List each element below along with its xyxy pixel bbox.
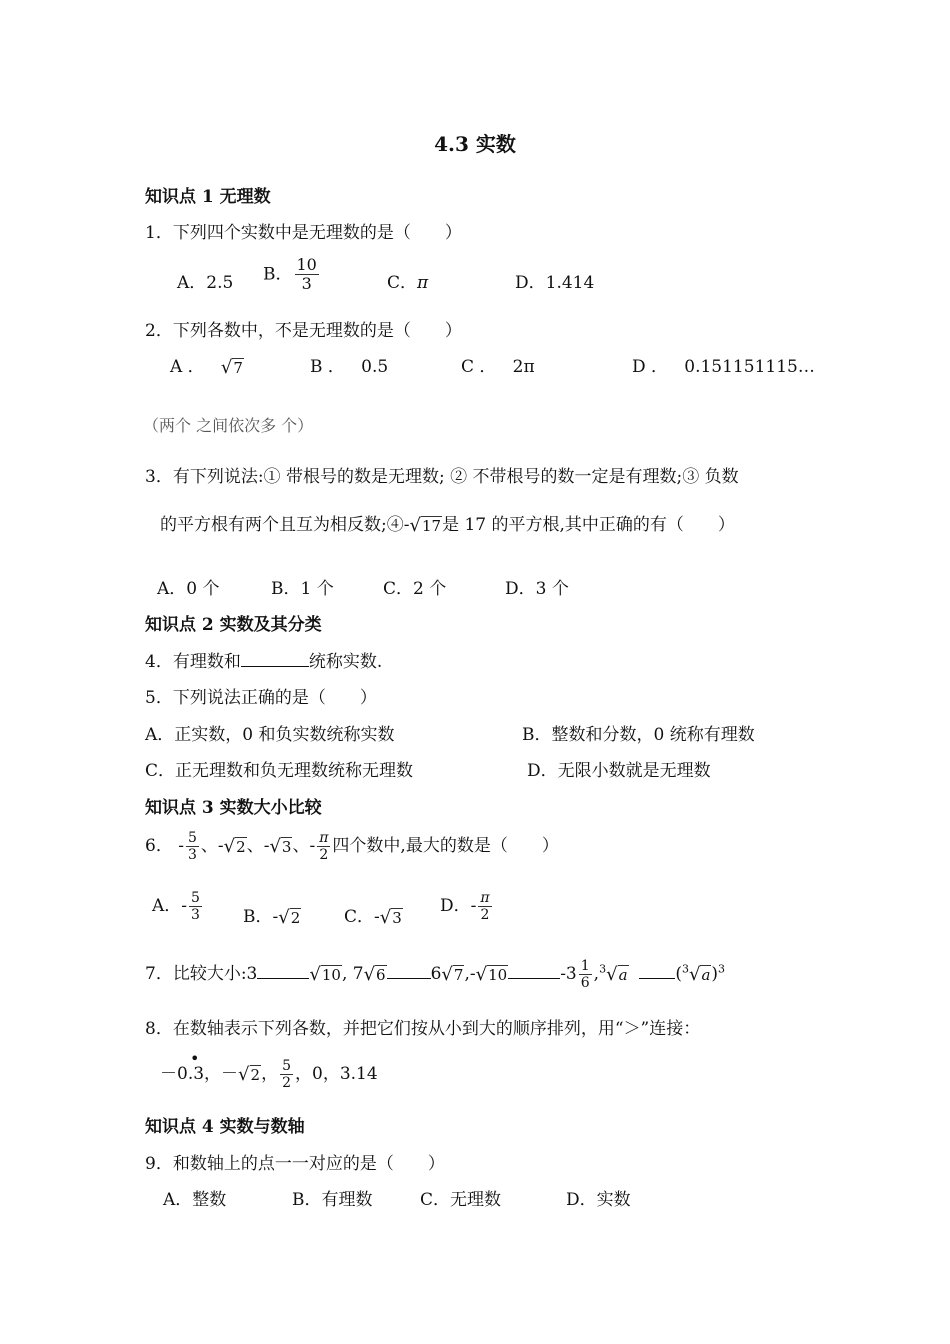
q1-option-d: D．1.414 bbox=[515, 273, 595, 293]
q9-option-b: B．有理数 bbox=[292, 1190, 373, 1210]
q5-option-b: B．整数和分数，0 统称有理数 bbox=[522, 725, 755, 745]
q8-numbers: －0.3 • ，－√2， $\frac{5}{2}$ ，0，3.14 bbox=[160, 1049, 378, 1092]
answer-blank[interactable] bbox=[241, 651, 309, 667]
q9-option-a: A．整数 bbox=[163, 1190, 227, 1210]
question-2-stem: 2．下列各数中，不是无理数的是（ ） bbox=[145, 321, 462, 341]
page-title: 4.3 实数 bbox=[434, 132, 516, 156]
q9-option-d: D．实数 bbox=[566, 1190, 631, 1210]
q2-note: （两个 之间依次多 个） bbox=[143, 416, 314, 435]
q6-option-c: C．-√3 bbox=[344, 907, 402, 928]
answer-blank[interactable] bbox=[508, 963, 560, 979]
question-6-stem: 6． - $\frac{5}{3}$ 、-√2、-√3、- $\frac{\pi}{2}$ 四个数中,最大的数是（ ） bbox=[145, 830, 559, 864]
answer-blank[interactable] bbox=[387, 963, 431, 979]
repeating-decimal: －0.3 • bbox=[160, 1049, 205, 1085]
q2-option-c: C ． 2π bbox=[461, 357, 535, 377]
q9-option-c: C．无理数 bbox=[420, 1190, 502, 1210]
q2-option-a: A ． √7 bbox=[170, 357, 243, 378]
question-1-stem: 1．下列四个实数中是无理数的是（ ） bbox=[145, 223, 462, 243]
section-heading-2: 知识点 2 实数及其分类 bbox=[145, 615, 322, 635]
q6-option-d: D．- $\frac{\pi}{2}$ bbox=[440, 890, 490, 924]
section-heading-3: 知识点 3 实数大小比较 bbox=[145, 798, 322, 818]
q1-option-b: B． $\frac{10}{3}$ bbox=[263, 255, 317, 294]
q3-option-c: C．2 个 bbox=[383, 579, 447, 599]
q1-option-c: C．π bbox=[387, 273, 429, 293]
section-heading-1: 知识点 1 无理数 bbox=[145, 187, 271, 207]
section-heading-4: 知识点 4 实数与数轴 bbox=[145, 1117, 305, 1137]
q3-option-a: A．0 个 bbox=[157, 579, 220, 599]
question-8-stem: 8．在数轴表示下列各数，并把它们按从小到大的顺序排列，用“＞”连接： bbox=[145, 1019, 701, 1039]
q3-option-d: D．3 个 bbox=[505, 579, 569, 599]
q2-option-d: D ． 0.151151115… bbox=[632, 357, 815, 377]
q5-option-d: D．无限小数就是无理数 bbox=[527, 761, 711, 781]
answer-blank[interactable] bbox=[639, 963, 675, 979]
question-5-stem: 5．下列说法正确的是（ ） bbox=[145, 688, 377, 708]
q2-option-b: B ． 0.5 bbox=[310, 357, 389, 377]
q5-option-a: A．正实数，0 和负实数统称实数 bbox=[145, 725, 395, 745]
question-7: 7．比较大小:3 √10, 7√6 6√7,-√10 -3 $\frac{1}{6}$ ,$^3$√a $(^3√a)^3$ bbox=[145, 958, 726, 992]
question-3-stem: 3．有下列说法:① 带根号的数是无理数; ② 不带根号的数一定是有理数;③ 负数 bbox=[145, 467, 739, 487]
q1-option-a: A．2.5 bbox=[177, 273, 234, 293]
q6-option-b: B．-√2 bbox=[243, 907, 301, 928]
q6-option-a: A．- $\frac{5}{3}$ bbox=[152, 890, 200, 924]
question-3-line2: 的平方根有两个且互为相反数;④-√17是 17 的平方根,其中正确的有（ ） bbox=[160, 515, 735, 536]
question-4: 4．有理数和 统称实数. bbox=[145, 652, 383, 672]
q5-option-c: C．正无理数和负无理数统称无理数 bbox=[145, 761, 414, 781]
answer-blank[interactable] bbox=[257, 963, 309, 979]
question-9-stem: 9．和数轴上的点一一对应的是（ ） bbox=[145, 1154, 445, 1174]
q3-option-b: B．1 个 bbox=[271, 579, 334, 599]
